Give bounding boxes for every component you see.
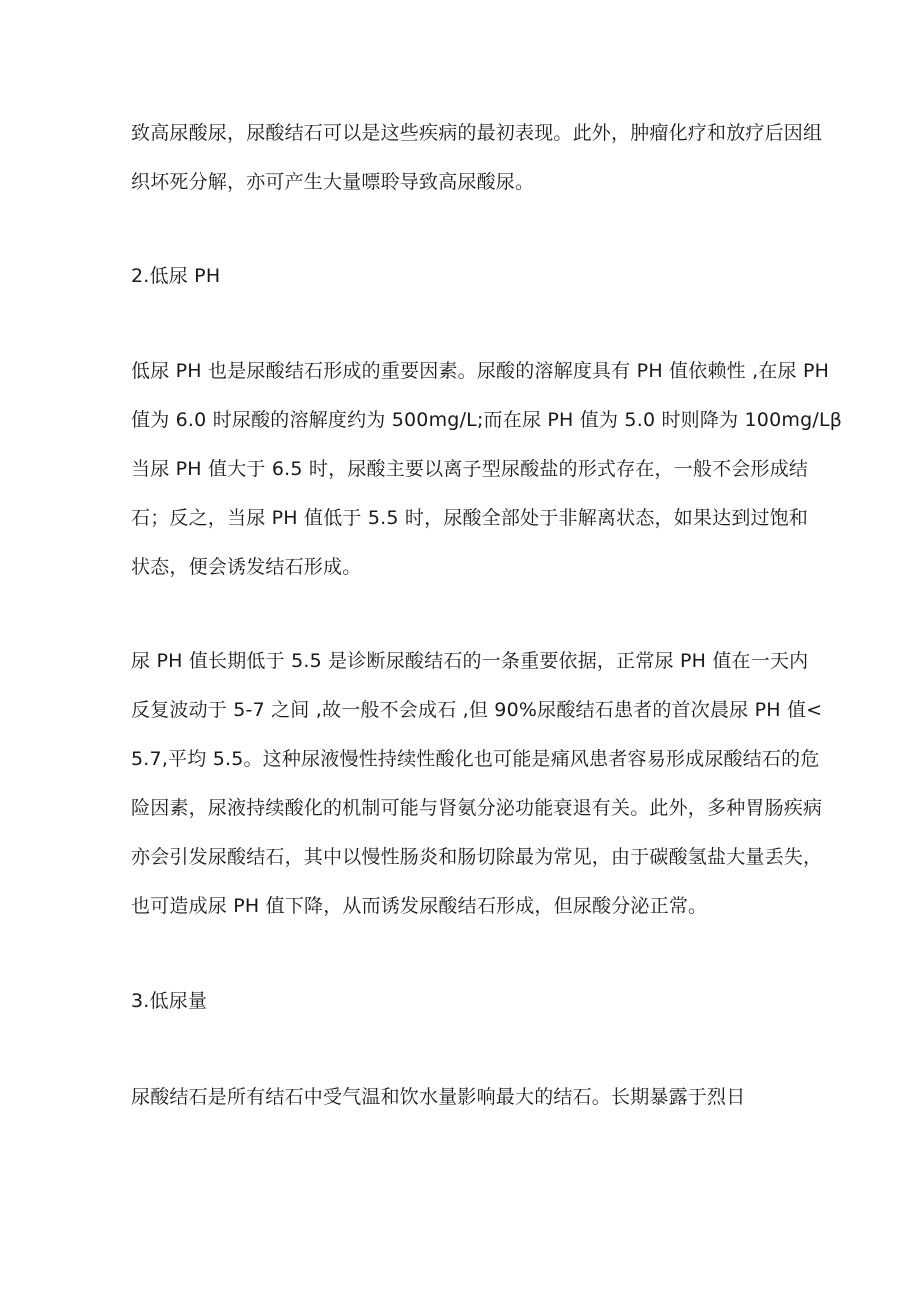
paragraph-2-line-2: 值为 6.0 时尿酸的溶解度约为 500mg∕L;而在尿 PH 值为 5.0 时则降为 100mg∕Lβ xyxy=(131,409,843,431)
paragraph-1-line-1: 致高尿酸尿，尿酸结石可以是这些疾病的最初表现。此外，肿瘤化疗和放疗后因组 xyxy=(131,122,823,144)
paragraph-3-line-5: 亦会引发尿酸结石，其中以慢性肠炎和肠切除最为常见，由于碳酸氢盐大量丢失， xyxy=(131,846,823,868)
paragraph-1-line-2: 织坏死分解，亦可产生大量嘌聆导致高尿酸尿。 xyxy=(131,171,535,193)
paragraph-2-line-5: 状态，便会诱发结石形成。 xyxy=(131,556,362,578)
paragraph-2-line-4: 石；反之，当尿 PH 值低于 5.5 时，尿酸全部处于非解离状态，如果达到过饱和 xyxy=(131,507,809,529)
section-heading-low-urine-ph: 2.低尿 PH xyxy=(131,265,221,287)
paragraph-3-line-3: 5.7,平均 5.5。这种尿液慢性持续性酸化也可能是痛风患者容易形成尿酸结石的危 xyxy=(131,748,820,770)
paragraph-2-line-1: 低尿 PH 也是尿酸结石形成的重要因素。尿酸的溶解度具有 PH 值依赖性 ,在尿 PH xyxy=(131,360,830,382)
paragraph-3-line-4: 险因素，尿液持续酸化的机制可能与肾氨分泌功能衰退有关。此外，多种胃肠疾病 xyxy=(131,797,823,819)
paragraph-3-line-2: 反复波动于 5-7 之间 ,故一般不会成石 ,但 90%尿酸结石患者的首次晨尿 PH 值< xyxy=(131,699,823,721)
paragraph-2-line-3: 当尿 PH 值大于 6.5 时，尿酸主要以离子型尿酸盐的形式存在，一般不会形成结 xyxy=(131,458,809,480)
paragraph-3-line-6: 也可造成尿 PH 值下降，从而诱发尿酸结石形成，但尿酸分泌正常。 xyxy=(131,895,708,917)
paragraph-3-line-1: 尿 PH 值长期低于 5.5 是诊断尿酸结石的一条重要依据，正常尿 PH 值在一天内 xyxy=(131,650,809,672)
paragraph-4-line-1: 尿酸结石是所有结石中受气温和饮水量影响最大的结石。长期暴露于烈日 xyxy=(131,1086,746,1108)
section-heading-low-urine-volume: 3.低尿量 xyxy=(131,990,208,1012)
